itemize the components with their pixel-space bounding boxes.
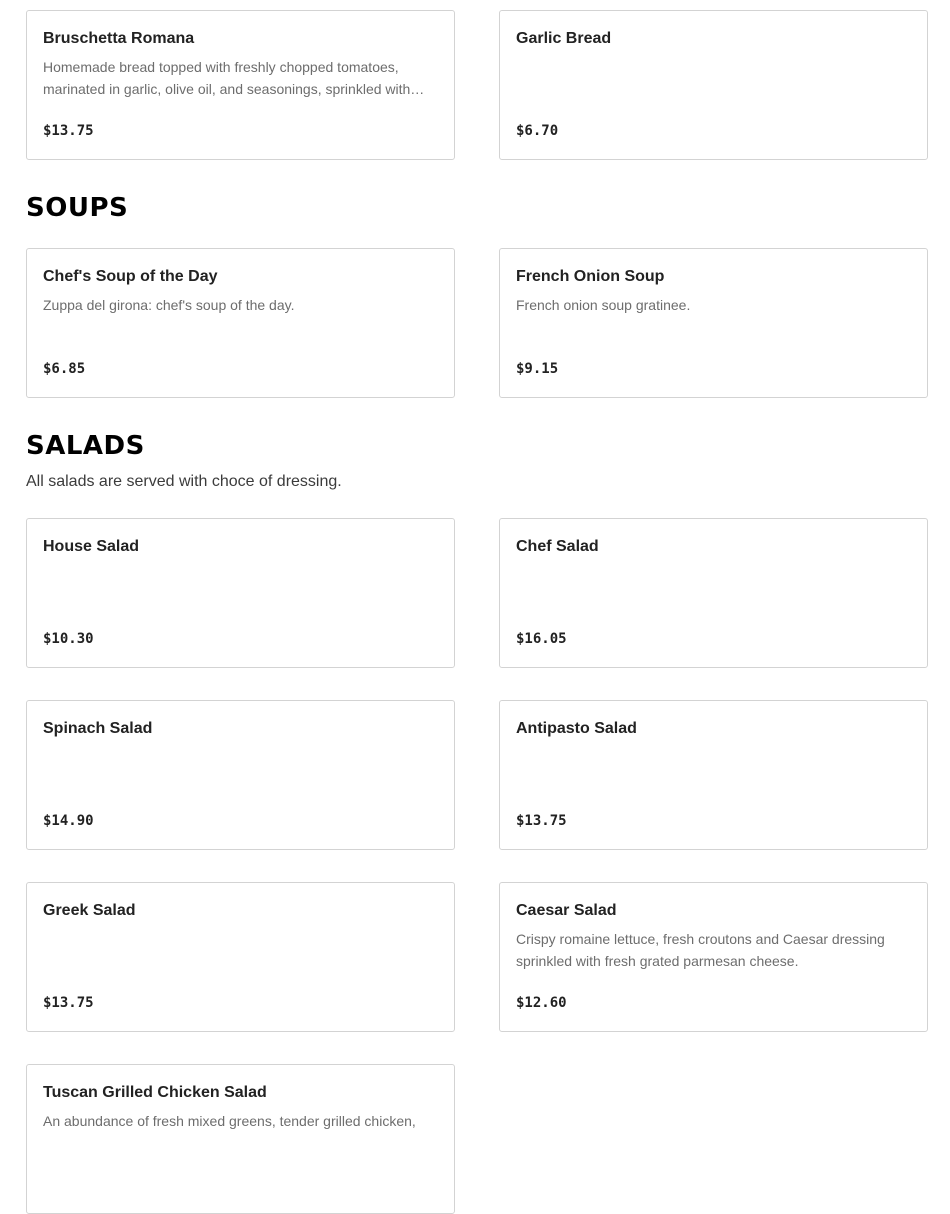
section-title-soups: SOUPS: [26, 193, 129, 223]
menu-item-description: French onion soup gratinee.: [516, 297, 691, 313]
menu-item-name: Garlic Bread: [516, 30, 612, 47]
menu-item-price: $13.75: [43, 123, 94, 139]
menu-item-name: Chef's Soup of the Day: [43, 268, 218, 285]
menu-item-card[interactable]: [499, 518, 928, 668]
menu-item-price: $6.85: [43, 361, 86, 377]
menu-item-description: Zuppa del girona: chef's soup of the day.: [43, 297, 295, 313]
menu-item-card[interactable]: [26, 700, 455, 850]
menu-item-description: Crispy romaine lettuce, fresh croutons and Caesar dressing sprinkled with fresh grated parmesan cheese.: [516, 931, 885, 969]
menu-item-name: Greek Salad: [43, 902, 136, 919]
menu-item-card[interactable]: [26, 248, 455, 398]
menu-item-card[interactable]: [499, 700, 928, 850]
menu-item-name: Caesar Salad: [516, 902, 617, 919]
menu-item-price: $12.60: [516, 995, 567, 1011]
menu-item-card[interactable]: [26, 882, 455, 1032]
section-title-salads: SALADS: [26, 431, 145, 461]
menu-item-price: $13.75: [43, 995, 94, 1011]
menu-item-name: French Onion Soup: [516, 268, 665, 285]
menu-item-price: $10.30: [43, 631, 94, 647]
menu-item-price: $9.15: [516, 361, 559, 377]
menu-item-name: Antipasto Salad: [516, 720, 637, 737]
menu-item-price: $6.70: [516, 123, 559, 139]
menu-item-name: Bruschetta Romana: [43, 30, 195, 47]
menu-item-price: $16.05: [516, 631, 567, 647]
menu-item-price: $14.90: [43, 813, 94, 829]
menu-item-card[interactable]: [26, 1064, 455, 1214]
menu-item-card[interactable]: [499, 248, 928, 398]
menu-item-card[interactable]: [26, 10, 455, 160]
menu-item-description: An abundance of fresh mixed greens, tender grilled chicken,: [43, 1113, 416, 1129]
menu-item-name: Chef Salad: [516, 538, 599, 555]
menu-item-name: House Salad: [43, 538, 140, 555]
menu-item-card[interactable]: [499, 882, 928, 1032]
section-note-salads: All salads are served with choce of dressing.: [26, 473, 342, 490]
menu-item-description: Homemade bread topped with freshly chopped tomatoes, marinated in garlic, olive oil, and seasonings, sprinkled with…: [43, 59, 425, 97]
menu-item-name: Spinach Salad: [43, 720, 153, 737]
menu-item-price: $13.75: [516, 813, 567, 829]
menu-item-name: Tuscan Grilled Chicken Salad: [43, 1084, 267, 1101]
menu-item-card[interactable]: [499, 10, 928, 160]
menu-item-card[interactable]: [26, 518, 455, 668]
